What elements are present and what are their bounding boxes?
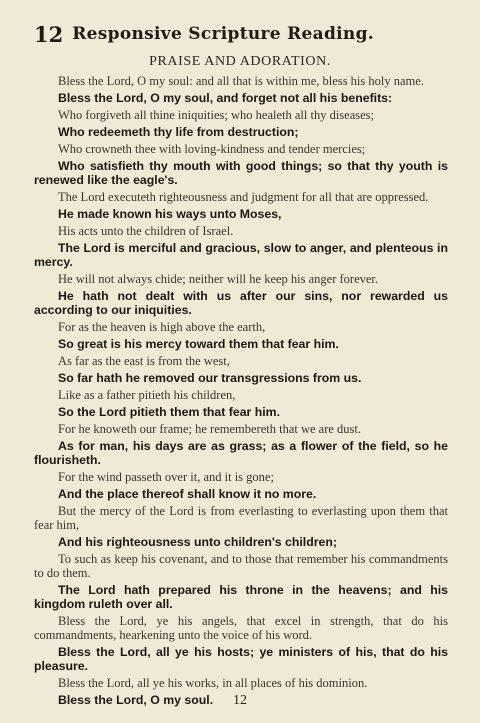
- leader-verse: But the mercy of the Lord is from everlasting to everlasting upon them that fear him,: [34, 504, 448, 532]
- leader-verse: The Lord executeth righteousness and judgment for all that are oppressed.: [58, 190, 429, 204]
- leader-verse: He will not always chide; neither will he keep his anger forever.: [58, 272, 379, 286]
- page-number-top: 12: [34, 22, 64, 47]
- section-title: PRAISE AND ADORATION.: [149, 54, 331, 69]
- people-verse: Who satisfieth thy mouth with good things; so that thy youth is renewed like the eagle's.: [34, 159, 448, 187]
- people-verse: The Lord is merciful and gracious, slow to anger, and plenteous in mercy.: [34, 241, 448, 269]
- people-verse: Bless the Lord, O my soul, and forget not all his benefits:: [58, 91, 393, 105]
- people-verse: And his righteousness unto children's children;: [58, 535, 337, 549]
- leader-verse: Who forgiveth all thine iniquities; who healeth all thy diseases;: [58, 108, 375, 122]
- leader-verse: As far as the east is from the west,: [58, 354, 230, 368]
- people-verse: He made known his ways unto Moses,: [58, 207, 282, 221]
- people-verse: So the Lord pitieth them that fear him.: [58, 405, 281, 419]
- people-verse: The Lord hath prepared his throne in the heavens; and his kingdom ruleth over all.: [34, 583, 448, 611]
- leader-verse: Bless the Lord, O my soul: and all that is within me, bless his holy name.: [58, 74, 424, 88]
- running-title: Responsive Scripture Reading.: [72, 24, 374, 44]
- people-verse: And the place thereof shall know it no more.: [58, 487, 317, 501]
- leader-verse: Bless the Lord, ye his angels, that excel in strength, that do his commandments, hearkening unto the voice of his word.: [34, 614, 448, 642]
- people-verse: As for man, his days are as grass; as a flower of the field, so he flourisheth.: [34, 439, 448, 467]
- people-verse: Bless the Lord, all ye his hosts; ye ministers of his, that do his pleasure.: [34, 645, 448, 673]
- responsive-reading: [34, 74, 448, 710]
- people-verse: Who redeemeth thy life from destruction;: [58, 125, 299, 139]
- page-number-bottom: 12: [233, 693, 247, 708]
- leader-verse: For he knoweth our frame; he remembereth that we are dust.: [58, 422, 362, 436]
- people-verse: Bless the Lord, O my soul.: [58, 693, 214, 707]
- leader-verse: For the wind passeth over it, and it is gone;: [58, 470, 274, 484]
- leader-verse: Who crowneth thee with loving-kindness and tender mercies;: [58, 142, 366, 156]
- leader-verse: His acts unto the children of Israel.: [58, 224, 234, 238]
- leader-verse: Like as a father pitieth his children,: [58, 388, 236, 402]
- leader-verse: For as the heaven is high above the earth,: [58, 320, 266, 334]
- leader-verse: To such as keep his covenant, and to those that remember his commandments to do them.: [34, 552, 448, 580]
- people-verse: He hath not dealt with us after our sins, nor rewarded us according to our iniquities.: [34, 289, 448, 317]
- leader-verse: Bless the Lord, all ye his works, in all places of his dominion.: [58, 676, 368, 690]
- people-verse: So great is his mercy toward them that fear him.: [58, 337, 339, 351]
- page-header: [34, 22, 374, 50]
- people-verse: So far hath he removed our transgressions from us.: [58, 371, 362, 385]
